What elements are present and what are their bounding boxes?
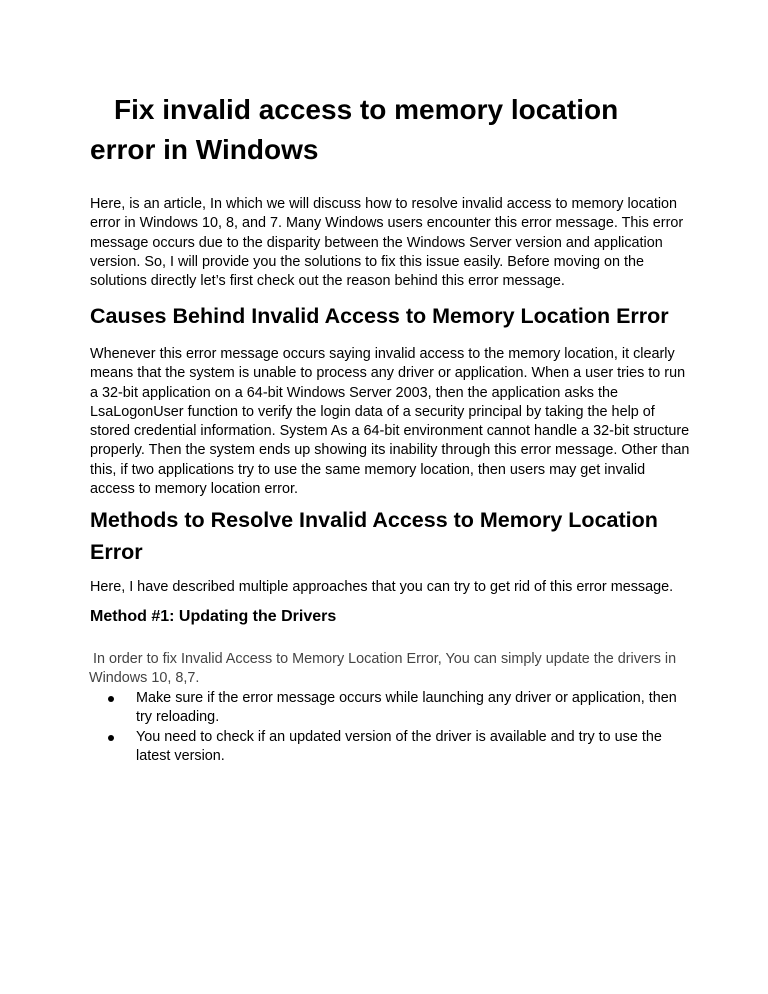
bullet-dot-icon [108, 696, 114, 702]
list-item [108, 689, 678, 728]
list-item-text: Make sure if the error message occurs while launching any driver or application, then try reloading. [136, 690, 677, 726]
method1-paragraph [89, 650, 689, 689]
method1-heading: Method #1: Updating the Drivers [90, 608, 337, 625]
document-title [90, 90, 690, 170]
document-title-text: Fix invalid access to memory location error in Windows [90, 94, 619, 165]
methods-heading: Methods to Resolve Invalid Access to Memory Location Error [90, 508, 658, 564]
list-item [108, 728, 678, 767]
bullet-dot-icon [108, 735, 114, 741]
intro-paragraph: Here, is an article, In which we will discuss how to resolve invalid access to memory location error in Windows 10, 8, and 7. Many Windows users encounter this error message. This error message occurs due to the disparity between the Windows Server version and application version. So, I will provide you the solutions to fix this issue easily. Before moving on the solutions directly let’s first check out the reason behind this error message. [90, 196, 684, 290]
methods-paragraph: Here, I have described multiple approaches that you can try to get rid of this error message. [90, 579, 674, 595]
causes-paragraph: Whenever this error message occurs saying invalid access to the memory location, it clearly means that the system is unable to process any driver or application. When a user tries to run a 32-bit application on a 64-bit Windows Server 2003, then the application asks the LsaLogonUser function to verify the login data of a security principal by taking the help of stored credential information. System As a 64-bit environment cannot handle a 32-bit structure properly. Then the system ends up showing its inability through this error message. Other than this, if two applications try to use the same memory location, then users may get invalid access to memory location error. [90, 346, 690, 498]
list-item-text: You need to check if an updated version of the driver is available and try to use the latest version. [136, 728, 662, 764]
method1-bullet-list [108, 689, 678, 766]
method1-paragraph-text: In order to fix Invalid Access to Memory Location Error, You can simply update the drivers in Windows 10, 8,7. [89, 651, 677, 687]
causes-heading: Causes Behind Invalid Access to Memory Location Error [90, 304, 669, 328]
